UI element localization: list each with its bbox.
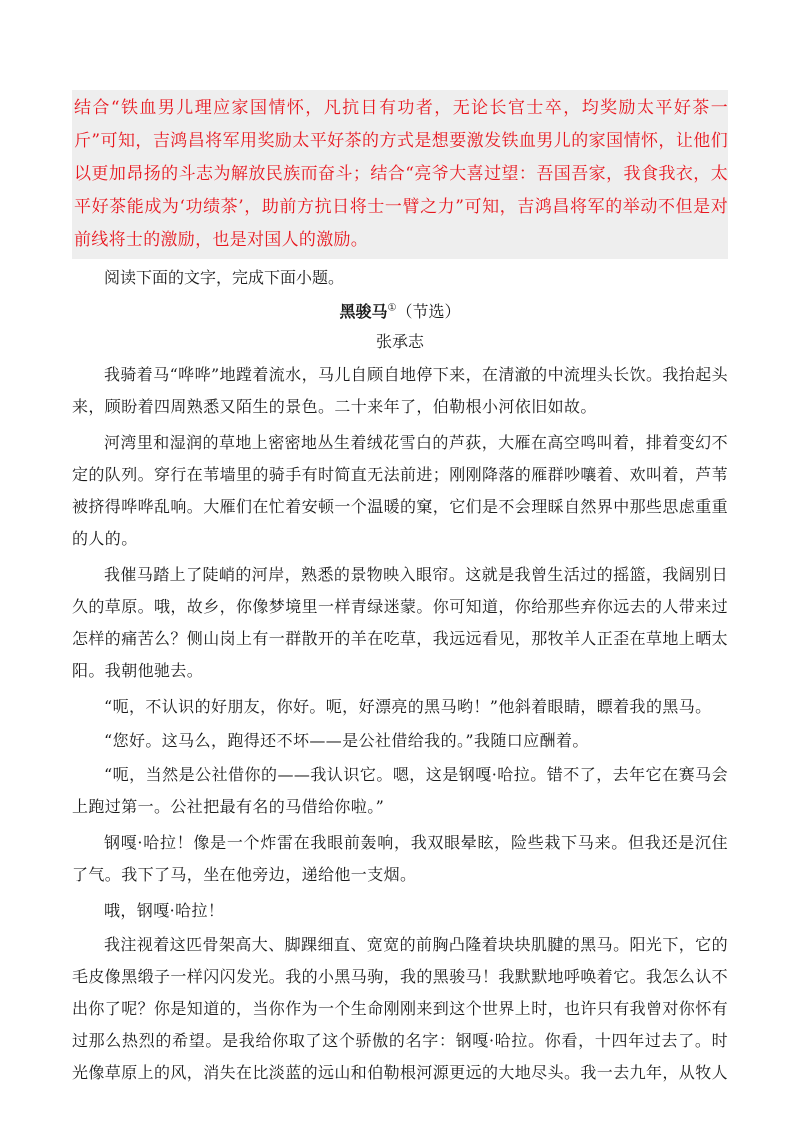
- article-subtitle: （节选）: [396, 302, 461, 321]
- article-paragraph: 河湾里和湿润的草地上密密地丛生着绒花雪白的芦荻，大雁在高空鸣叫着，排着变幻不定的队列。穿行在苇墙里的骑手有时简直无法前进；刚刚降落的雁群吵嚷着、欢叫着，芦苇被挤得哗哗乱响。大雁们在忙着安顿一个温暖的窠，它们是不会理睬自然界中那些思虑重重的人的。: [72, 433, 729, 548]
- article-title: [72, 297, 728, 327]
- answer-explanation: [72, 90, 728, 259]
- article-paragraph: “呃，当然是公社借你的——我认识它。嗯，这是钢嘎·哈拉。错不了，去年它在赛马会上跑过第一。公社把最有名的马借给你啦。”: [72, 765, 728, 816]
- article-paragraph: “您好。这马么，跑得还不坏——是公社借给我的。”我随口应酬着。: [104, 731, 589, 750]
- article-paragraph: 钢嘎·哈拉！像是一个炸雷在我眼前轰响，我双眼晕眩，险些栽下马来。但我还是沉住了气。我下了马，坐在他旁边，递给他一支烟。: [72, 833, 728, 884]
- reading-instruction: 阅读下面的文字，完成下面小题。: [104, 268, 345, 287]
- answer-text: 结合“铁血男儿理应家国情怀，凡抗日有功者，无论长官士卒，均奖励太平好茶一斤”可知，吉鸿昌将军用奖励太平好茶的方式是想要激发铁血男儿的家国情怀，让他们以更加昂扬的斗志为解放民族而奋斗；结合“亮爷大喜过望：吾国吾家，我食我衣，太平好茶能成为‘功绩茶’，助前方抗日将士一臂之力”可知，吉鸿昌将军的举动不但是对前线将士的激励，也是对国人的激励。: [74, 98, 728, 250]
- article-paragraph: 我催马踏上了陡峭的河岸，熟悉的景物映入眼帘。这就是我曾生活过的摇篮，我阔别日久的草原。哦，故乡，你像梦境里一样青绿迷蒙。你可知道，你给那些弃你远去的人带来过怎样的痛苦么？侧山岗上有一群散开的羊在吃草，我远远看见，那牧羊人正歪在草地上晒太阳。我朝他驰去。: [72, 565, 729, 680]
- article-author: 张承志: [375, 332, 424, 351]
- article-title-main: 黑骏马: [339, 302, 388, 321]
- article-paragraph: “呃，不认识的好朋友，你好。呃，好漂亮的黑马哟！”他斜着眼睛，瞟着我的黑马。: [104, 697, 712, 716]
- document-page: [72, 90, 728, 1093]
- article-paragraph: 哦，钢嘎·哈拉！: [104, 901, 225, 920]
- article-paragraph: 我注视着这匹骨架高大、脚踝细直、宽宽的前胸凸隆着块块肌腱的黑马。阳光下，它的毛皮像黑缎子一样闪闪发光。我的小黑马驹，我的黑骏马！我默默地呼唤着它。我怎么认不出你了呢？你是知道的，当你作为一个生命刚刚来到这个世界上时，也许只有我曾对你怀有过那么热烈的希望。是我给你取了这个骄傲的名字：钢嘎·哈拉。你看，十四年过去了。时光像草原上的风，消失在比淡蓝的远山和伯勒根河源更远的大地尽头。我一去九年，从牧人: [72, 935, 729, 1082]
- article-paragraph: 我骑着马“哗哗”地蹚着流水，马儿自顾自地停下来，在清澈的中流埋头长饮。我抬起头来，顾盼着四周熟悉又陌生的景色。二十来年了，伯勒根小河依旧如故。: [72, 365, 728, 416]
- footnote-mark: ①: [387, 302, 397, 314]
